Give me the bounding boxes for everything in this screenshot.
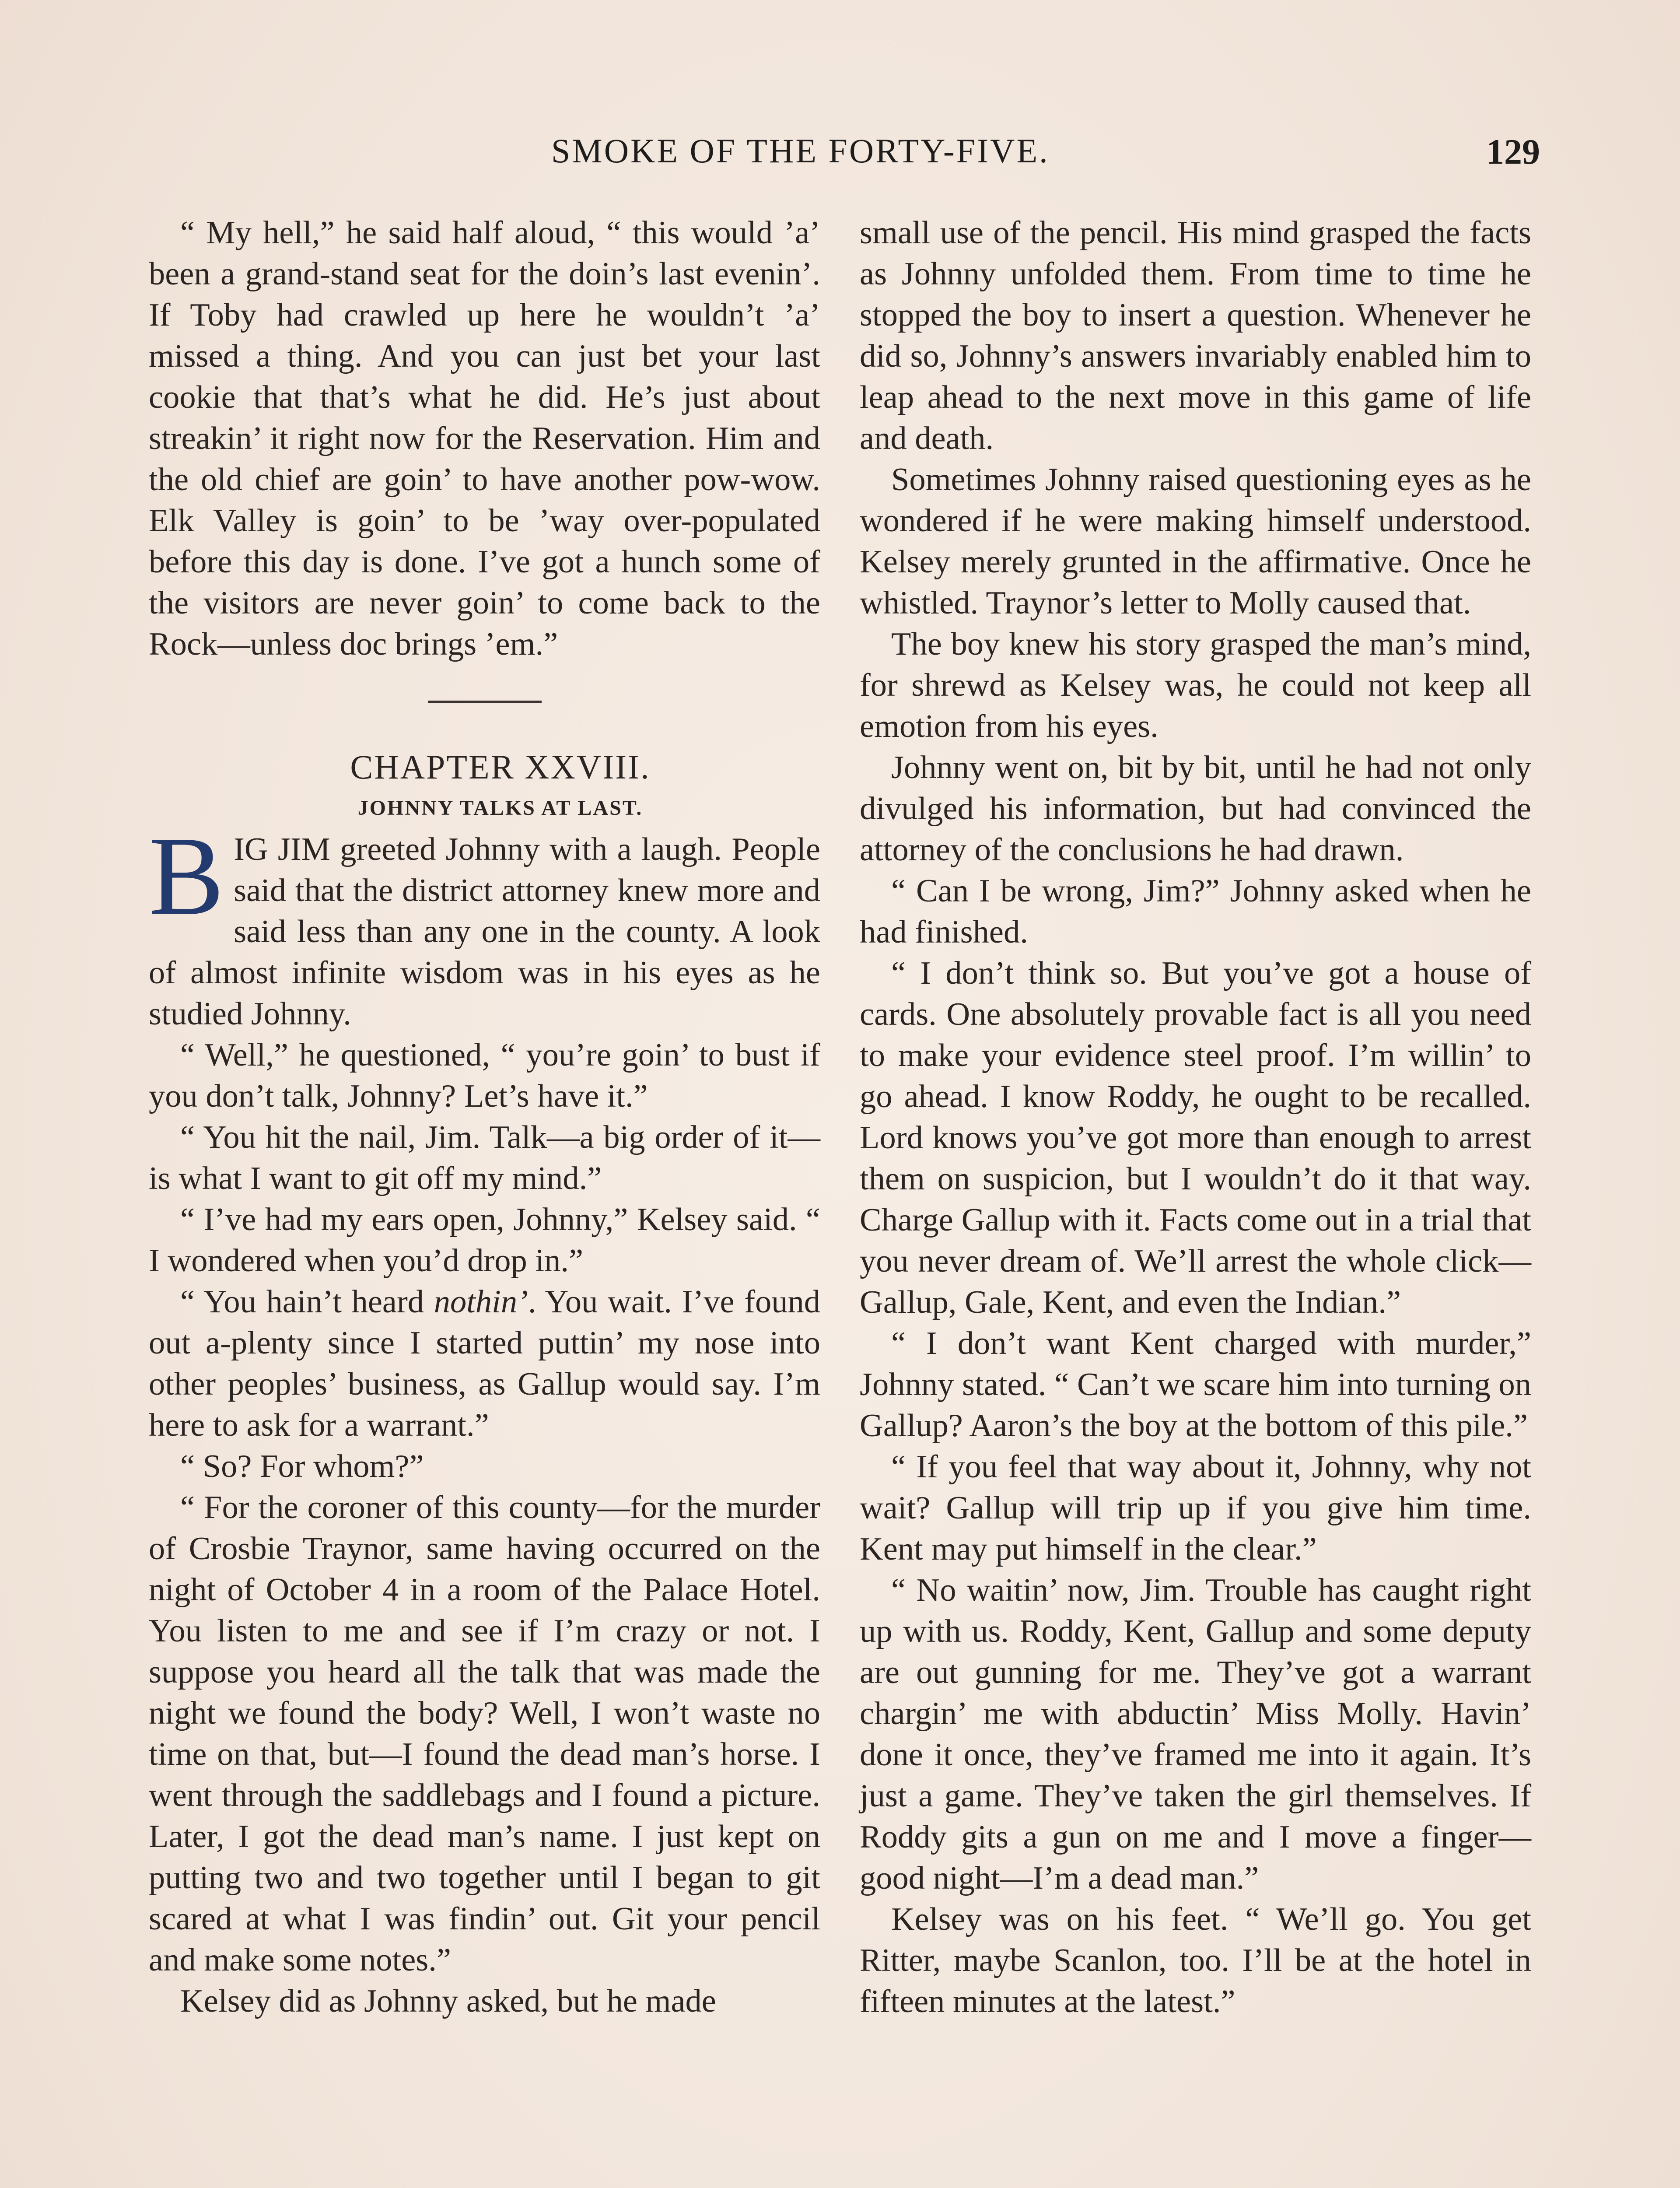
paragraph: Sometimes Johnny raised questioning eyes as he wondered if he were making himself understood. Kelsey merely grunted in the affirmative. Once he whistled. Traynor’s letter to Molly caused that.	[860, 462, 1531, 621]
running-title: SMOKE OF THE FORTY-FIVE.	[551, 132, 1050, 170]
emphasis: nothin’	[434, 1284, 528, 1320]
paragraph	[149, 1281, 820, 1446]
text-run: “ You hain’t heard	[180, 1284, 434, 1320]
running-head	[0, 131, 1680, 179]
paragraph: Johnny went on, bit by bit, until he had not only divulged his information, but had convinced the attorney of the conclusions he had drawn.	[860, 750, 1531, 868]
paragraph: Kelsey did as Johnny asked, but he made	[180, 1983, 716, 2019]
page-number: 129	[1486, 132, 1540, 172]
paragraph: “ You hit the nail, Jim. Talk—a big order of it—is what I want to git off my mind.”	[149, 1119, 820, 1196]
paragraph: “ My hell,” he said half aloud, “ this would ’a’ been a grand-stand seat for the doin’s last evenin’. If Toby had crawled up here he wouldn’t ’a’ missed a thing. And you can just bet your last cookie that that’s what he did. He’s just about streakin’ it right now for the Reservation. Him and the old chief are goin’ to have another pow-wow. Elk Valley is goin’ to be ’way over-populated before this day is done. I’ve got a hunch some of the visitors are never goin’ to come back to the Rock—unless doc brings ’em.”	[149, 215, 820, 662]
chapter-title: CHAPTER XXVIII.	[350, 748, 651, 786]
chapter-subtitle: JOHNNY TALKS AT LAST.	[357, 796, 643, 820]
paragraph: “ So? For whom?”	[180, 1448, 424, 1484]
left-column	[149, 212, 820, 2022]
paragraph: “ I’ve had my ears open, Johnny,” Kelsey said. “ I wondered when you’d drop in.”	[149, 1202, 820, 1279]
paragraph: “ For the coroner of this county—for the murder of Crosbie Traynor, same having occurred on the night of October 4 in a room of the Palace Hotel. You listen to me and see if I’m crazy or not. I suppose you heard all the talk that was made the night we found the body? Well, I won’t waste no time on that, but—I found the dead man’s horse. I went through the saddlebags and I found a picture. Later, I got the dead man’s name. I just kept on putting two and two together until I began to git scared at what I was findin’ out. Git your pencil and make some notes.”	[149, 1490, 820, 1978]
paragraph: “ Can I be wrong, Jim?” Johnny asked when he had finished.	[860, 873, 1531, 950]
paragraph: “ Well,” he questioned, “ you’re goin’ to bust if you don’t talk, Johnny? Let’s have it.”	[149, 1037, 820, 1114]
paragraph: “ If you feel that way about it, Johnny, why not wait? Gallup will trip up if you give him time. Kent may put himself in the clear.”	[860, 1449, 1531, 1567]
right-column	[860, 212, 1531, 2022]
drop-cap: B	[149, 813, 224, 938]
opening-text: IG JIM greeted Johnny with a laugh. People said that the district attorney knew more and said less than any one in the county. A look of almost infinite wisdom was in his eyes as he studied Johnny.	[149, 831, 820, 1032]
paragraph: small use of the pencil. His mind grasped the facts as Johnny unfolded them. From time to time he stopped the boy to insert a question. Whenever he did so, Johnny’s answers invariably enabled him to leap ahead to the next move in this game of life and death.	[860, 215, 1531, 456]
paragraph: “ I don’t want Kent charged with murder,” Johnny stated. “ Can’t we scare him into turning on Gallup? Aaron’s the boy at the bottom of this pile.”	[860, 1325, 1531, 1444]
paragraph: “ I don’t think so. But you’ve got a house of cards. One absolutely provable fact is all you need to make your evidence steel proof. I’m willin’ to go ahead. I know Roddy, he ought to be recalled. Lord knows you’ve got more than enough to arrest them on suspicion, but I wouldn’t do it that way. Charge Gallup with it. Facts come out in a trial that you never dream of. We’ll arrest the whole click—Gallup, Gale, Kent, and even the Indian.”	[860, 955, 1531, 1320]
opening-paragraph	[149, 813, 820, 1034]
paragraph: Kelsey was on his feet. “ We’ll go. You get Ritter, maybe Scanlon, too. I’ll be at the hotel in fifteen minutes at the latest.”	[860, 1901, 1531, 2020]
section-rule	[428, 701, 542, 703]
text-run: . You wait. I’ve found out a-plenty since I started puttin’ my nose into other peoples’ business, as Gallup would say. I’m here to ask for a warrant.”	[149, 1284, 821, 1443]
paragraph: “ No waitin’ now, Jim. Trouble has caught right up with us. Roddy, Kent, Gallup and some deputy are out gunning for me. They’ve got a warrant chargin’ me with abductin’ Miss Molly. Havin’ done it once, they’ve framed me into it again. It’s just a game. They’ve taken the girl themselves. If Roddy gits a gun on me and I move a finger—good night—I’m a dead man.”	[860, 1572, 1531, 1896]
paragraph: The boy knew his story grasped the man’s mind, for shrewd as Kelsey was, he could not keep all emotion from his eyes.	[860, 626, 1531, 744]
